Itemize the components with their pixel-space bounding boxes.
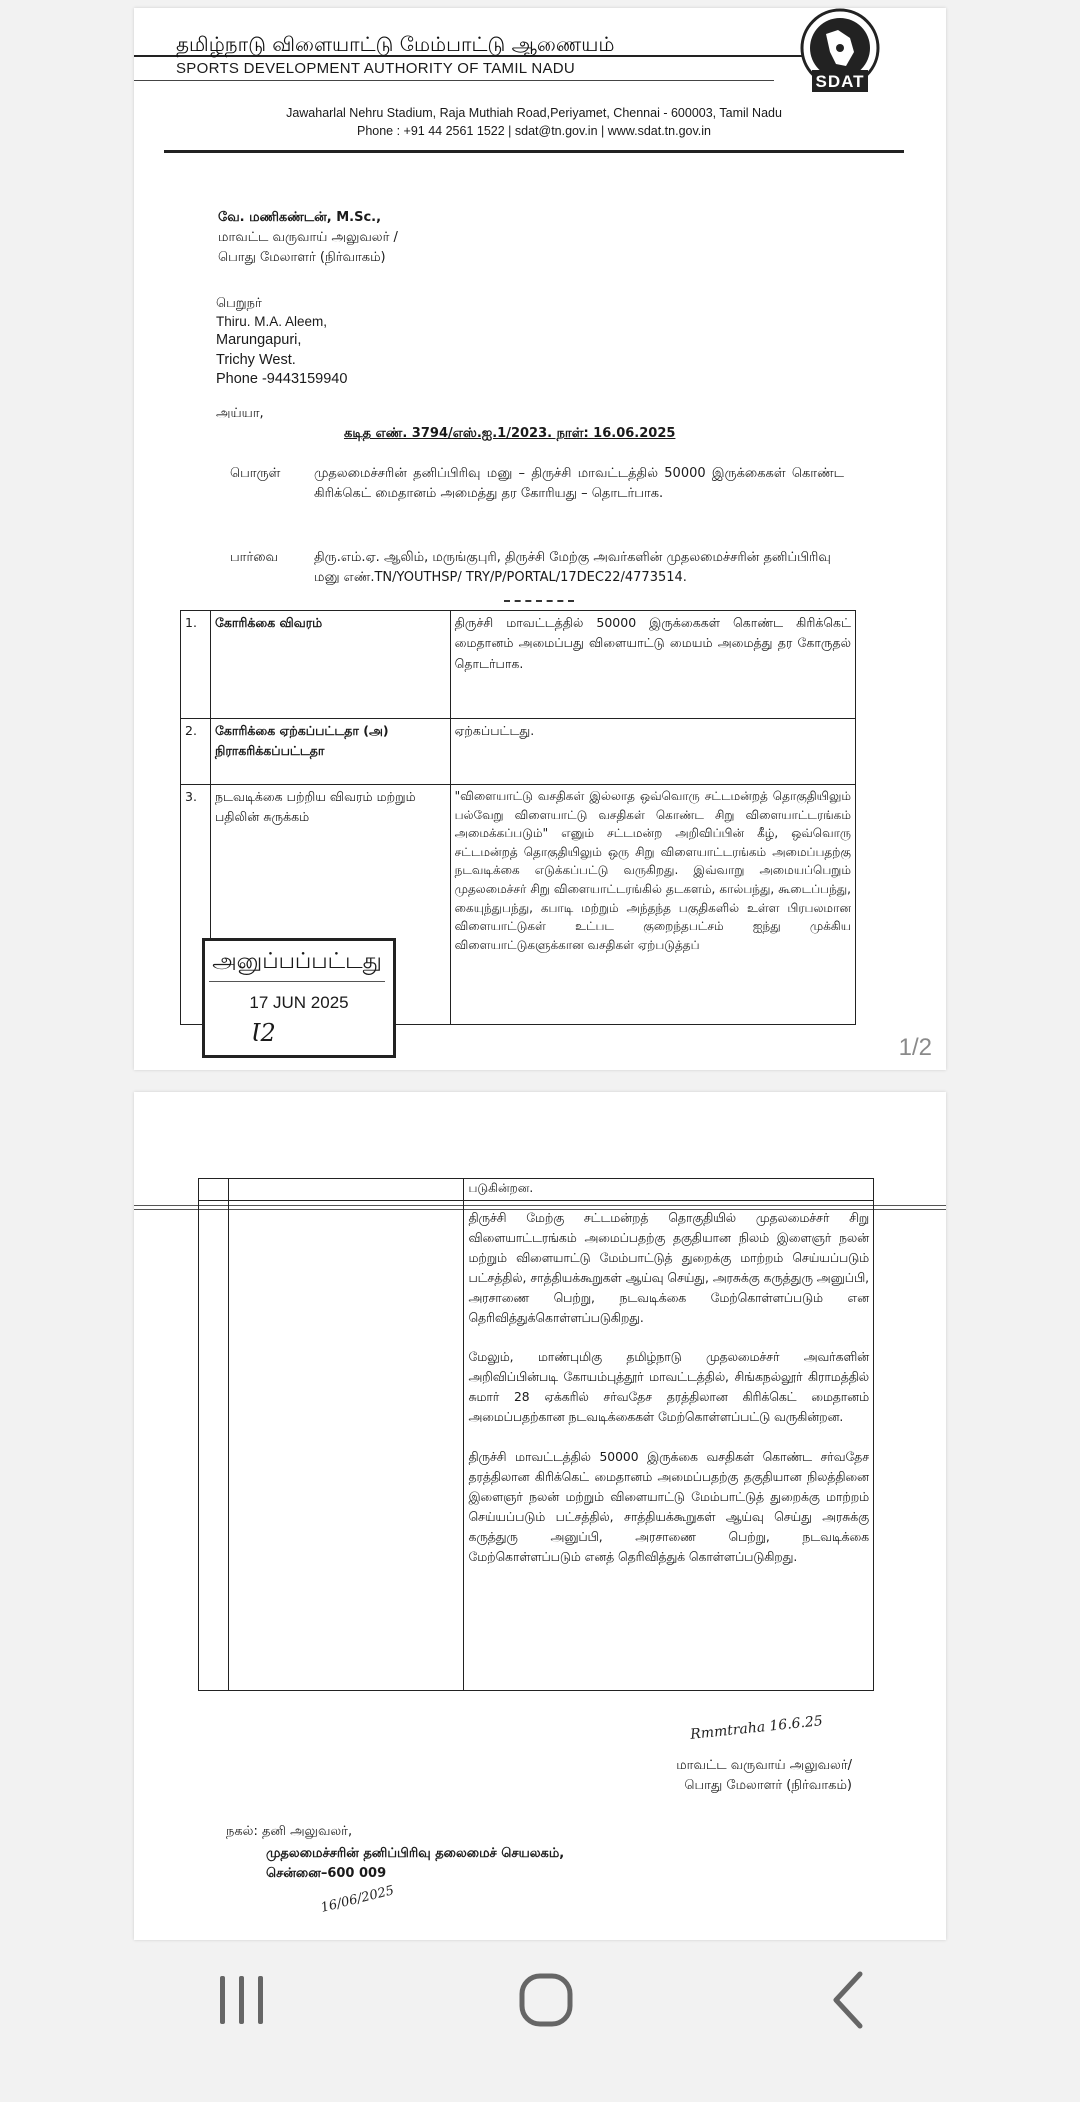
authority-tamil-title: தமிழ்நாடு விளையாட்டு மேம்பாட்டு ஆணையம் [176,32,615,56]
home-button[interactable] [516,1970,576,2034]
authority-address: Jawaharlal Nehru Stadium, Raja Muthiah Road,Periyamet, Chennai - 600003, Tamil Nadu [286,106,782,120]
row-text: திருச்சி மாவட்டத்தில் 50000 இருக்கைகள் கொண்ட கிரிக்கெட் மைதானம் அமைப்பது விளையாட்டு மையம் அமைத்து தர கோருதல் தொடர்பாக. [450,611,855,719]
signature: Rmmtraha 16.6.25 [689,1713,824,1743]
back-icon [824,1970,874,2030]
reply-paragraphs-cell [464,1201,874,1691]
reference-divider [504,600,574,602]
row-text: "விளையாட்டு வசதிகள் இல்லாத ஒவ்வொரு சட்டமன்றத் தொகுதியிலும் பல்வேறு விளையாட்டு வசதிகள் கொண்ட சிறு விளையாட்டரங்கம் அமைக்கப்படும்" எனும் சட்டமன்ற அறிவிப்பின் கீழ், ஒவ்வொரு சட்டமன்றத் தொகுதியிலும் ஒரு சிறு விளையாட்டரங்கம் அமைப்பதற்கு நடவடிக்கை எடுக்கப்பட்டு வருகிறது. இவ்வாறு அமையப்பெறும் முதலமைச்சர் சிறு விளையாட்டரங்கில் தடகளம், கால்பந்து, கூடைப்பந்து, கையுந்துபந்து, கபாடி மற்றும் அந்தந்த பகுதிகளில் உள்ள பிரபலமான விளையாட்டுகள் உட்பட குறைந்தபட்சம் ஐந்து முக்கிய விளையாட்டுகளுக்கான வசதிகள் ஏற்படுத்தப் [450,785,855,1025]
row-text: ஏற்கப்பட்டது. [450,719,855,785]
row-label: கோரிக்கை விவரம் [210,611,450,719]
subject-text: முதலமைச்சரின் தனிப்பிரிவு மனு – திருச்சி மாவட்டத்தில் 50000 இருக்கைகள் கொண்ட கிரிக்கெட் மைதானம் அமைத்து தர கோரியது – தொடர்பாக. [314,466,844,502]
stamp-title: அனுப்பப்பட்டது [209,949,385,982]
continued-table [198,1178,874,1691]
row-label: கோரிக்கை ஏற்கப்பட்டதா (அ) நிராகரிக்கப்பட்டதா [210,719,450,785]
authority-address-block [194,104,874,140]
recipient-line-2: Trichy West. [216,351,296,368]
copy-block [266,1844,564,1884]
reference-text: திரு.எம்.ஏ. ஆலிம், மருங்குபுரி, திருச்சி மேற்கு அவர்களின் முதலமைச்சரின் தனிப்பிரிவு மனு எண்.TN/YOUTHSP/ TRY/P/PORTAL/17DEC22/4773514. [314,550,831,586]
authority-contact: Phone : +91 44 2561 1522 | sdat@tn.gov.in | www.sdat.tn.gov.in [356,124,712,139]
copy-line-2: சென்னை–600 009 [266,1866,387,1882]
reference-label: பார்வை [230,550,279,565]
row-number-empty [199,1201,229,1691]
copy-line-1: முதலமைச்சரின் தனிப்பிரிவு தலைமைச் செயலகம், [266,1846,565,1861]
document-page-2 [134,1092,946,1940]
recent-apps-icon [214,1970,270,2030]
reply-paragraph-2: மேலும், மாண்புமிகு தமிழ்நாடு முதலமைச்சர் அவர்களின் அறிவிப்பின்படி கோயம்புத்தூர் மாவட்டத்தில், சிங்கநல்லூர் கிராமத்தில் சுமார் 28 ஏக்கரில் சர்வதேச தரத்திலான கிரிக்கெட் மைதானம் அமைப்பதற்கான நடவடிக்கைகள் மேற்கொள்ளப்பட்டு வருகின்றன. [468,1350,869,1425]
authority-english-title: SPORTS DEVELOPMENT AUTHORITY OF TAMIL NADU [176,60,576,77]
sender-block [218,208,398,268]
table-row [199,1179,874,1201]
stamp-initial: Ɩ2 [251,1019,276,1047]
page-number: 1/2 [898,1034,932,1061]
subject-label: பொருள் [230,466,281,481]
initial-mark: 16/06/2025 [319,1883,396,1916]
signature-block [652,1756,852,1796]
sdat-logo [790,8,890,100]
recipient-label: பெறுநர் [216,295,262,310]
row-number-empty [199,1179,229,1201]
sender-designation-2: பொது மேலாளர் (நிர்வாகம்) [218,250,386,266]
header-divider [164,150,904,153]
sender-designation-1: மாவட்ட வருவாய் அலுவலர் / [218,230,398,246]
reply-paragraph-3: திருச்சி மாவட்டத்தில் 50000 இருக்கை வசதிகள் கொண்ட சர்வதேச தரத்திலான கிரிக்கெட் மைதானம் அமைப்பதற்கு தகுதியான நிலத்தினை இளைஞர் நலன் மற்றும் விளையாட்டு மேம்பாட்டுத் துறைக்கு மாற்றம் செய்யப்படும் பட்சத்தில், சாத்தியக்கூறுகள் ஆய்வு செய்து அரசுக்கு கருத்துரு அனுப்பி, அரசாணை பெற்று, நடவடிக்கை மேற்கொள்ளப்படும் எனத் தெரிவித்துக் கொள்ளப்படுகிறது. [468,1450,869,1564]
reply-paragraph-1: திருச்சி மேற்கு சட்டமன்றத் தொகுதியில் முதலமைச்சர் சிறு விளையாட்டரங்கம் அமைப்பதற்கு தகுதியான நிலம் இளைஞர் நலன் மற்றும் விளையாட்டு மேம்பாட்டுத் துறைக்கு மாற்றம் செய்யப்படும் பட்சத்தில், சாத்தியக்கூறுகள் ஆய்வு செய்து, அரசுக்கு கருத்துரு அனுப்பி, அரசாணை பெற்று, நடவடிக்கை மேற்கொள்ளப்படும் என தெரிவித்துக்கொள்ளப்படுகிறது. [468,1211,869,1325]
back-button[interactable] [824,1970,874,2034]
row-label: நடவடிக்கை பற்றிய விவரம் மற்றும் பதிலின் சுருக்கம் [210,785,450,1025]
salutation: அய்யா, [216,406,264,421]
sender-name: வே. மணிகண்டன், M.Sc., [218,210,382,225]
signature-designation-1: மாவட்ட வருவாய் அலுவலர்/ [676,1758,852,1773]
recipient-phone: Phone -9443159940 [216,371,348,388]
copy-label: நகல்: தனி அலுவலர், [226,1824,353,1839]
row-number: 3. [181,785,211,1025]
recipient-line-1: Marungapuri, [216,332,302,349]
continued-text: படுகின்றன. [464,1179,874,1201]
table-row [181,719,856,785]
dispatched-stamp [202,938,396,1058]
row-label-empty [228,1179,464,1201]
signature-designation-2: பொது மேலாளர் (நிர்வாகம்) [684,1778,852,1794]
logo-text: SDAT [815,72,865,91]
row-label-empty [228,1201,464,1691]
recipient-block [216,293,347,390]
table-row [181,611,856,719]
table-row [199,1201,874,1691]
recent-apps-button[interactable] [214,1970,270,2034]
letter-reference-number: கடித எண். 3794/எஸ்.ஐ.1/2023. நாள்: 16.06.2025 [344,426,676,441]
row-number: 1. [181,611,211,719]
recipient-name: Thiru. M.A. Aleem, [216,314,328,330]
row-number: 2. [181,719,211,785]
header-rule-mid [134,80,774,81]
home-icon [516,1970,576,2030]
document-page-1 [134,8,946,1070]
stamp-date: 17 JUN 2025 [249,993,349,1012]
